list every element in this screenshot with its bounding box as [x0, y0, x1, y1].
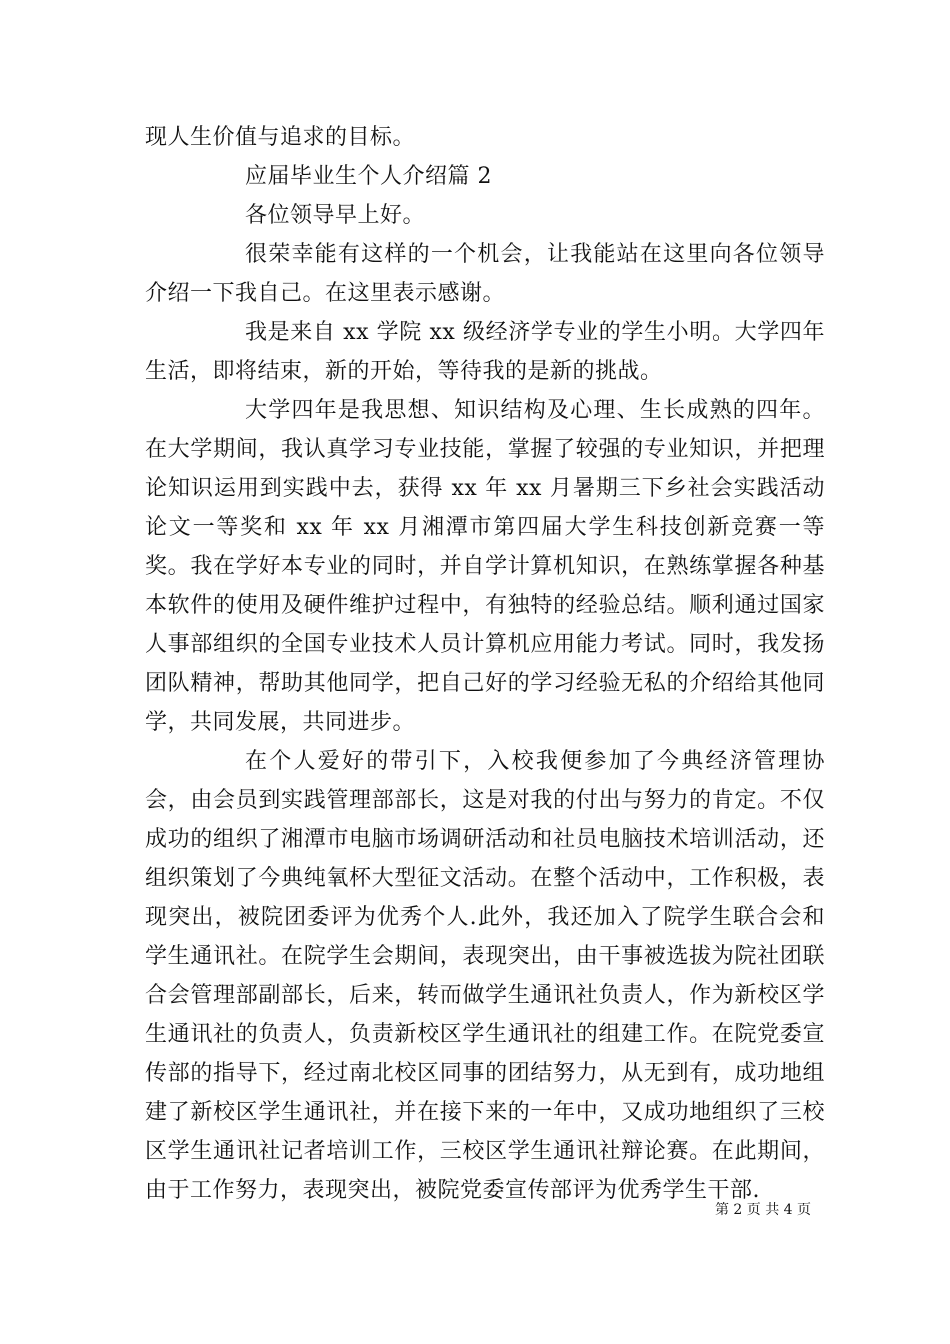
page-footer	[0, 1200, 950, 1220]
paragraph-activities: 在个人爱好的带引下，入校我便参加了今典经济管理协会，由会员到实践管理部部长，这是对我的付出与努力的肯定。不仅成功的组织了湘潭市电脑市场调研活动和社员电脑技术培训活动，还组织策划了今典纯氧杯大型征文活动。在整个活动中，工作积极，表现突出，被院团委评为优秀个人.此外，我还加入了院学生联合会和学生通讯社。在院学生会期间，表现突出，由干事被选拔为院社团联合会管理部副部长，后来，转而做学生通讯社负责人，作为新校区学生通讯社的负责人，负责新校区学生通讯社的组建工作。在院党委宣传部的指导下，经过南北校区同事的团结努力，从无到有，成功地组建了新校区学生通讯社，并在接下来的一年中，又成功地组织了三校区学生通讯社记者培训工作，三校区学生通讯社辩论赛。在此期间，由于工作努力，表现突出，被院党委宣传部评为优秀学生干部.	[145, 749, 825, 1203]
document-body	[145, 118, 825, 1210]
page-number: 第 2 页 共 4 页	[714, 1202, 812, 1218]
paragraph-introduction: 我是来自 xx 学院 xx 级经济学专业的学生小明。大学四年生活，即将结束，新的开始，等待我的是新的挑战。	[145, 320, 825, 384]
paragraph-thanks: 很荣幸能有这样的一个机会，让我能站在这里向各位领导介绍一下我自己。在这里表示感谢。	[145, 242, 825, 306]
paragraph-greeting: 各位领导早上好。	[245, 203, 426, 228]
paragraph-continuation: 现人生价值与追求的目标。	[145, 125, 416, 150]
section-heading: 应届毕业生个人介绍篇 2	[245, 164, 492, 189]
paragraph-university-study: 大学四年是我思想、知识结构及心理、生长成熟的四年。在大学期间，我认真学习专业技能，掌握了较强的专业知识，并把理论知识运用到实践中去，获得 xx 年 xx 月暑期三下乡社会实践活动论文一等奖和 xx 年 xx 月湘潭市第四届大学生科技创新竞赛一等奖。我在学好本专业的同时，并自学计算机知识，在熟练掌握各种基本软件的使用及硬件维护过程中，有独特的经验总结。顺利通过国家人事部组织的全国专业技术人员计算机应用能力考试。同时，我发扬团队精神，帮助其他同学，把自己好的学习经验无私的介绍给其他同学，共同发展，共同进步。	[145, 398, 825, 735]
